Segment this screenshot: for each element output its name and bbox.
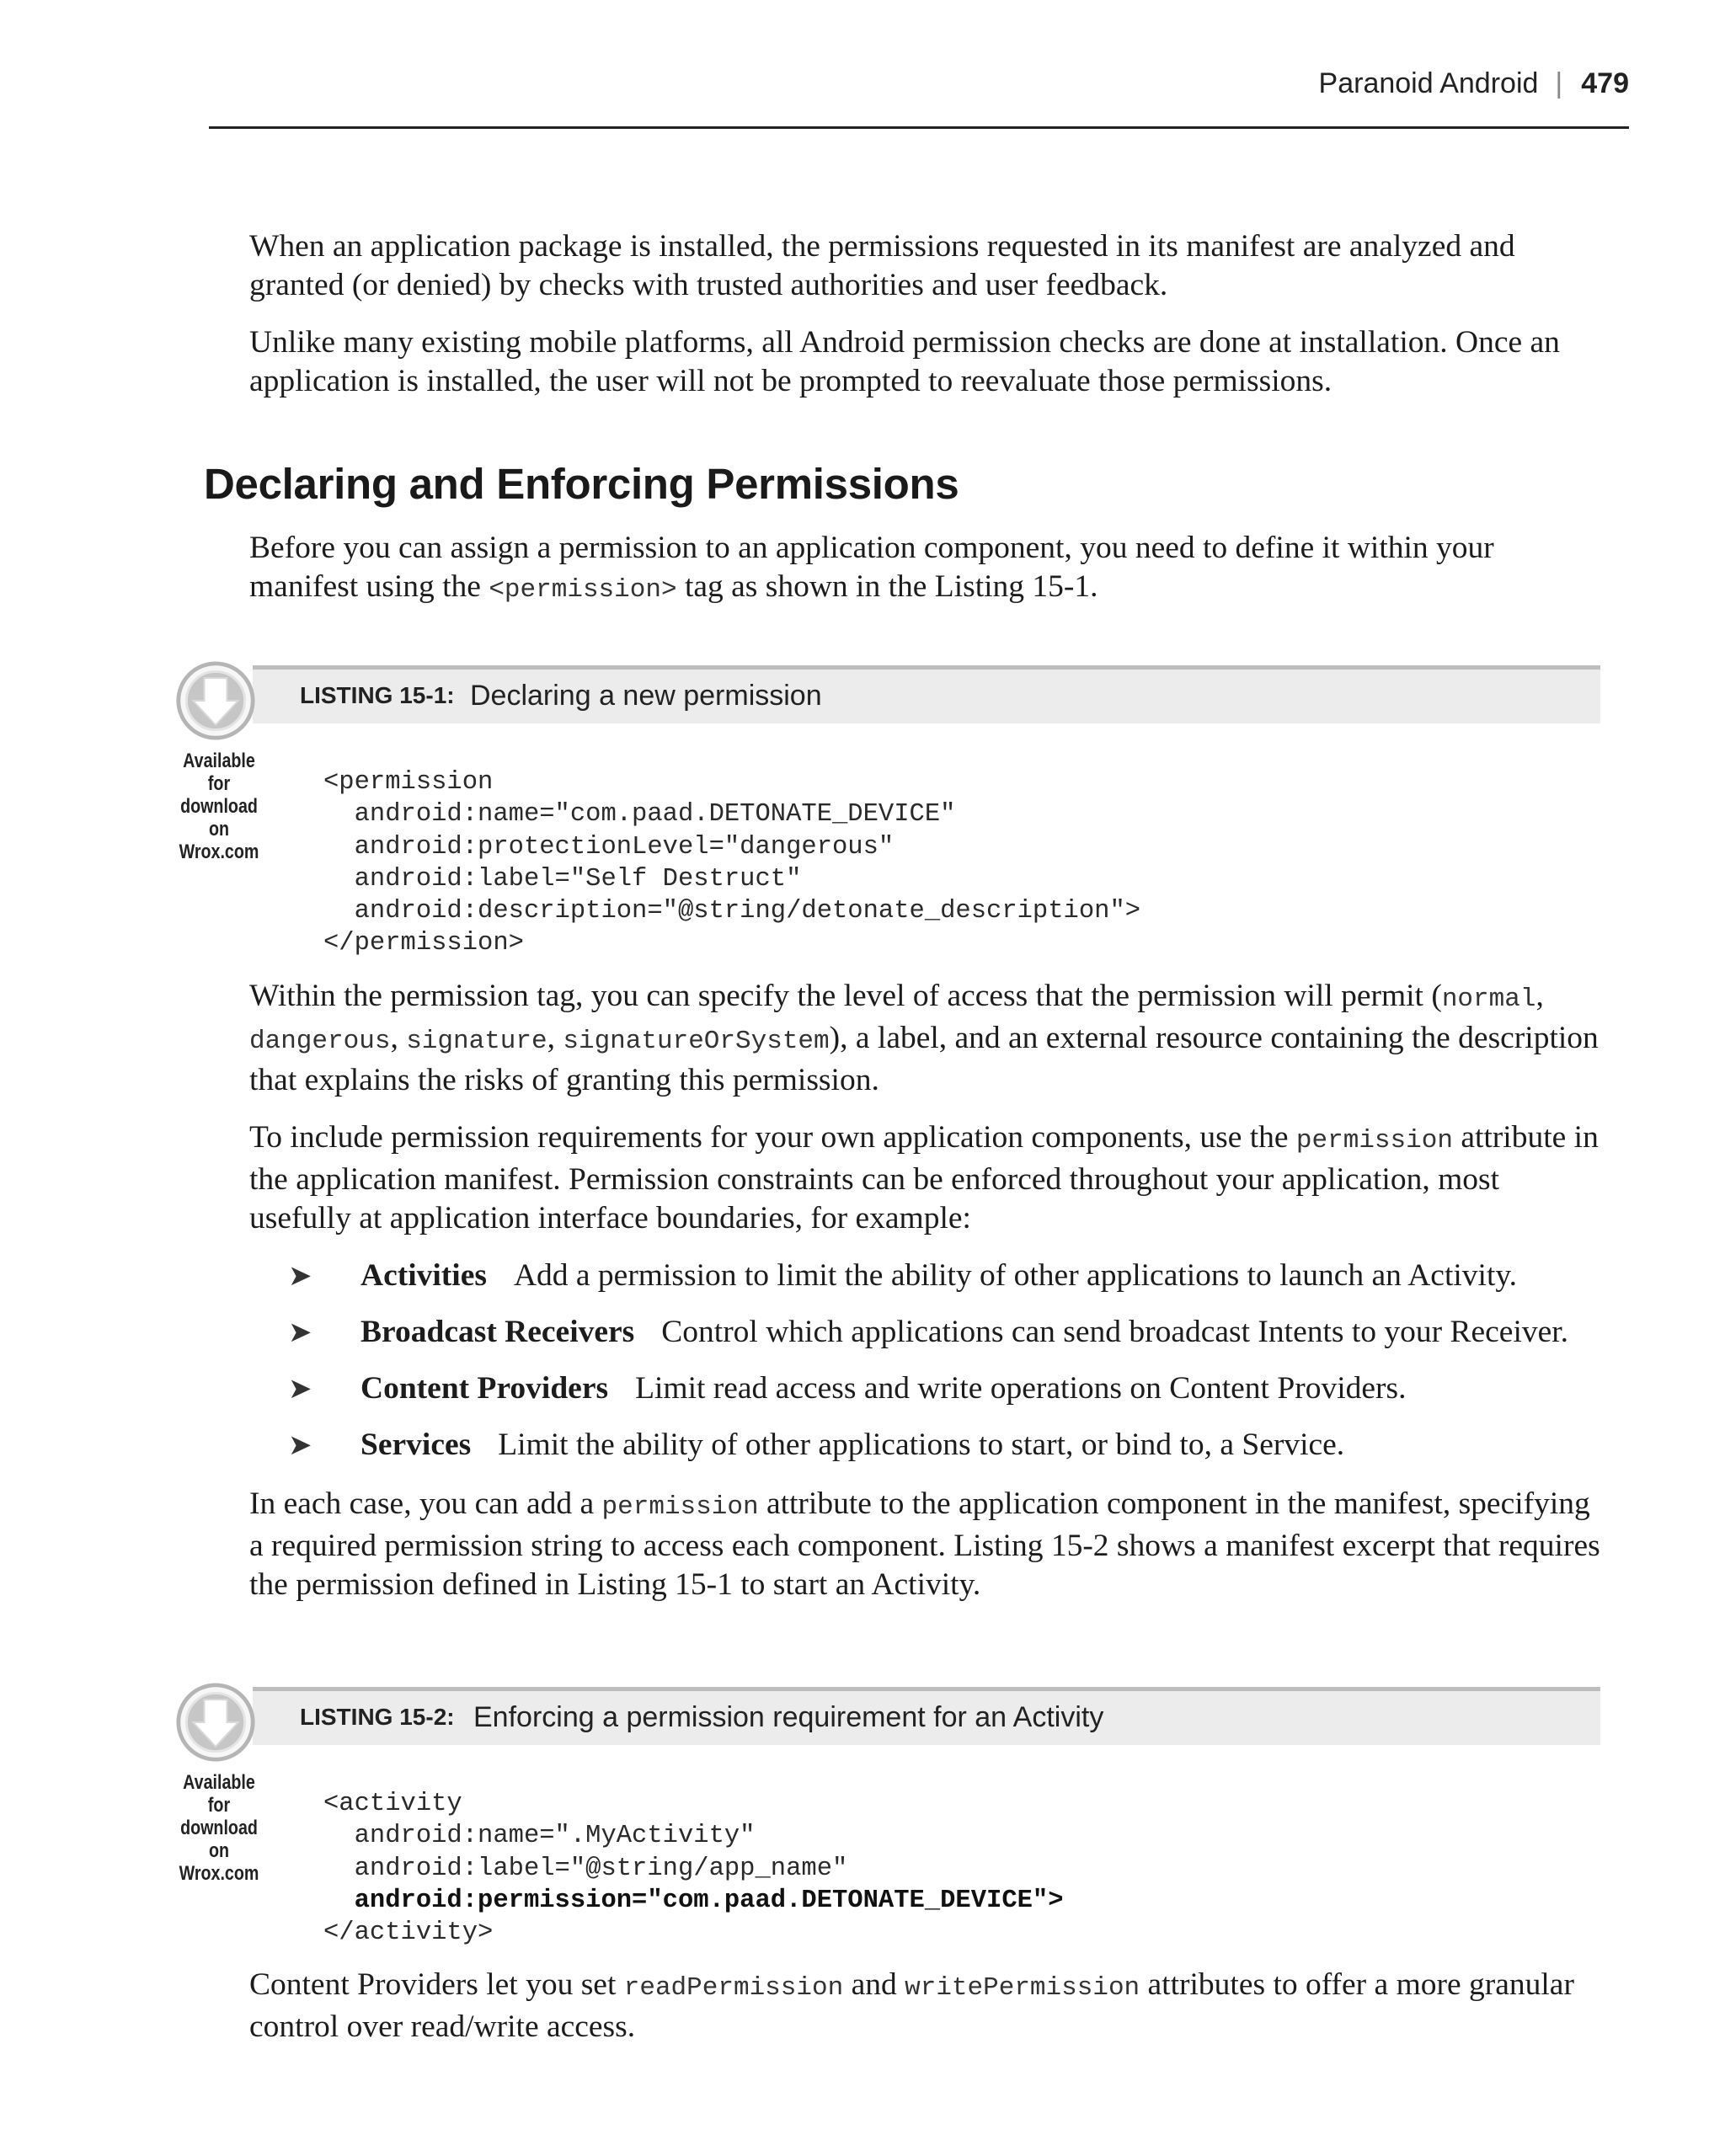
text-run: and: [843, 1967, 905, 2002]
text-run: tag as shown in the Listing 15-1.: [676, 569, 1098, 604]
inline-code: writePermission: [905, 1973, 1140, 2003]
code-block: [323, 1788, 1064, 1949]
text-run: Content Providers let you set: [249, 1967, 624, 2002]
text-run: ,: [390, 1021, 407, 1055]
body-block-3: [249, 1966, 1605, 2065]
code-block: [323, 766, 1140, 960]
section-intro-paragraph: [249, 529, 1605, 610]
badge-line: Available for: [183, 1771, 255, 1817]
inline-code: readPermission: [623, 1973, 844, 2003]
arrow-bullet-icon: ➤: [288, 1259, 312, 1293]
list-item: [249, 1426, 1605, 1465]
list-item: [249, 1369, 1605, 1408]
body-block-2: [249, 977, 1605, 1623]
bold-code: android:permission="com.paad.DETONATE_DEVICE">: [323, 1886, 1064, 1915]
listing-number: LISTING 15-1:: [300, 682, 455, 708]
inline-code: permission: [1295, 1126, 1453, 1155]
code-line: <activity: [323, 1790, 462, 1818]
text-run: ,: [547, 1021, 563, 1055]
badge-line: Available for: [183, 750, 255, 795]
download-icon[interactable]: [175, 660, 256, 741]
list-item: [249, 1313, 1605, 1352]
text-run: ), a label, and an external resource containing the description that explains the risks of granting this permission.: [249, 1021, 1599, 1097]
header-separator: |: [1555, 67, 1563, 99]
code-line: android:name=".MyActivity": [323, 1822, 756, 1851]
inline-code: dangerous: [249, 1027, 391, 1056]
code-line: android:description="@string/detonate_description">: [323, 897, 1141, 926]
arrow-bullet-icon: ➤: [288, 1428, 312, 1462]
inline-code: signatureOrSystem: [563, 1027, 830, 1056]
text-run: attributes to offer a more granular control over read/write access.: [249, 1967, 1574, 2044]
badge-line: Wrox.com: [179, 1862, 259, 1885]
running-header: [209, 62, 1629, 129]
arrow-bullet-icon: ➤: [288, 1315, 312, 1349]
bullet-list: [249, 1257, 1605, 1465]
intro-block: [249, 227, 1605, 419]
listing-title: Enforcing a permission requirement for an Activity: [473, 1701, 1104, 1733]
listing-number: LISTING 15-2:: [300, 1704, 455, 1730]
code-line: android:protectionLevel="dangerous": [323, 832, 895, 862]
listing-title-bar: [253, 665, 1600, 723]
text-run: attribute to the application component in the manifest, specifying a required permission string to access each component. Listing 15-2 shows a manifest excerpt that requires the permission defined in Listing 15-1 to start an Activity.: [249, 1486, 1600, 1602]
list-item: [249, 1257, 1605, 1295]
code-line-highlighted: [323, 1885, 1064, 1917]
intro-paragraph-1: When an application package is installed, the permissions requested in its manifest are analyzed and granted (or denied) by checks with trusted authorities and user feedback.: [249, 229, 1515, 302]
each-case-paragraph: [249, 1485, 1605, 1604]
bullet-term: Services: [360, 1428, 472, 1462]
badge-line: Wrox.com: [179, 841, 259, 863]
inline-code: signature: [406, 1027, 547, 1056]
download-icon[interactable]: [175, 1682, 256, 1763]
bullet-text: Limit the ability of other applications to start, or bind to, a Service.: [498, 1428, 1345, 1462]
bullet-text: Control which applications can send broadcast Intents to your Receiver.: [661, 1315, 1569, 1349]
download-badge-text[interactable]: [175, 1771, 264, 1885]
code-line: </activity>: [323, 1919, 494, 1948]
download-badge-text[interactable]: [175, 750, 264, 863]
bullet-text: Add a permission to limit the ability of other applications to launch an Activity.: [513, 1258, 1518, 1293]
include-paragraph: [249, 1118, 1605, 1238]
listing-title-bar: [253, 1687, 1600, 1745]
text-run: Before you can assign a permission to an application component, you need to define it within your manifest using the: [249, 531, 1494, 604]
code-line: </permission>: [323, 929, 524, 958]
inline-code: normal: [1441, 985, 1536, 1014]
text-run: ,: [1535, 979, 1544, 1013]
access-level-paragraph: [249, 977, 1605, 1100]
intro-paragraph-2: Unlike many existing mobile platforms, all Android permission checks are done at installation. Once an application is installed, the user will not be prompted to reevaluate those permissions.: [249, 325, 1560, 398]
code-line: android:label="@string/app_name": [323, 1854, 848, 1883]
section-intro-block: [249, 529, 1605, 628]
code-line: android:label="Self Destruct": [323, 864, 802, 894]
arrow-bullet-icon: ➤: [288, 1372, 312, 1406]
code-line: android:name="com.paad.DETONATE_DEVICE": [323, 800, 956, 830]
bullet-term: Broadcast Receivers: [360, 1315, 635, 1349]
section-heading: Declaring and Enforcing Permissions: [204, 460, 959, 508]
text-run: To include permission requirements for your own application components, use the: [249, 1120, 1296, 1155]
code-line: <permission: [323, 768, 494, 797]
bullet-term: Content Providers: [360, 1371, 609, 1406]
text-run: In each case, you can add a: [249, 1486, 602, 1521]
badge-line: download on: [180, 1817, 258, 1862]
badge-line: download on: [180, 795, 258, 841]
inline-code: permission: [601, 1492, 759, 1522]
listing-title: Declaring a new permission: [470, 680, 822, 712]
bullet-term: Activities: [360, 1258, 487, 1293]
bullet-text: Limit read access and write operations on Content Providers.: [635, 1371, 1407, 1406]
text-run: attribute in the application manifest. Permission constraints can be enforced throughout your application, most usefully at application interface boundaries, for example:: [249, 1120, 1599, 1235]
running-title: Paranoid Android: [1318, 67, 1539, 99]
text-run: Within the permission tag, you can specify the level of access that the permission will permit (: [249, 979, 1442, 1013]
page-number: 479: [1581, 67, 1629, 99]
inline-code: <permission>: [489, 575, 677, 605]
providers-paragraph: [249, 1966, 1605, 2047]
